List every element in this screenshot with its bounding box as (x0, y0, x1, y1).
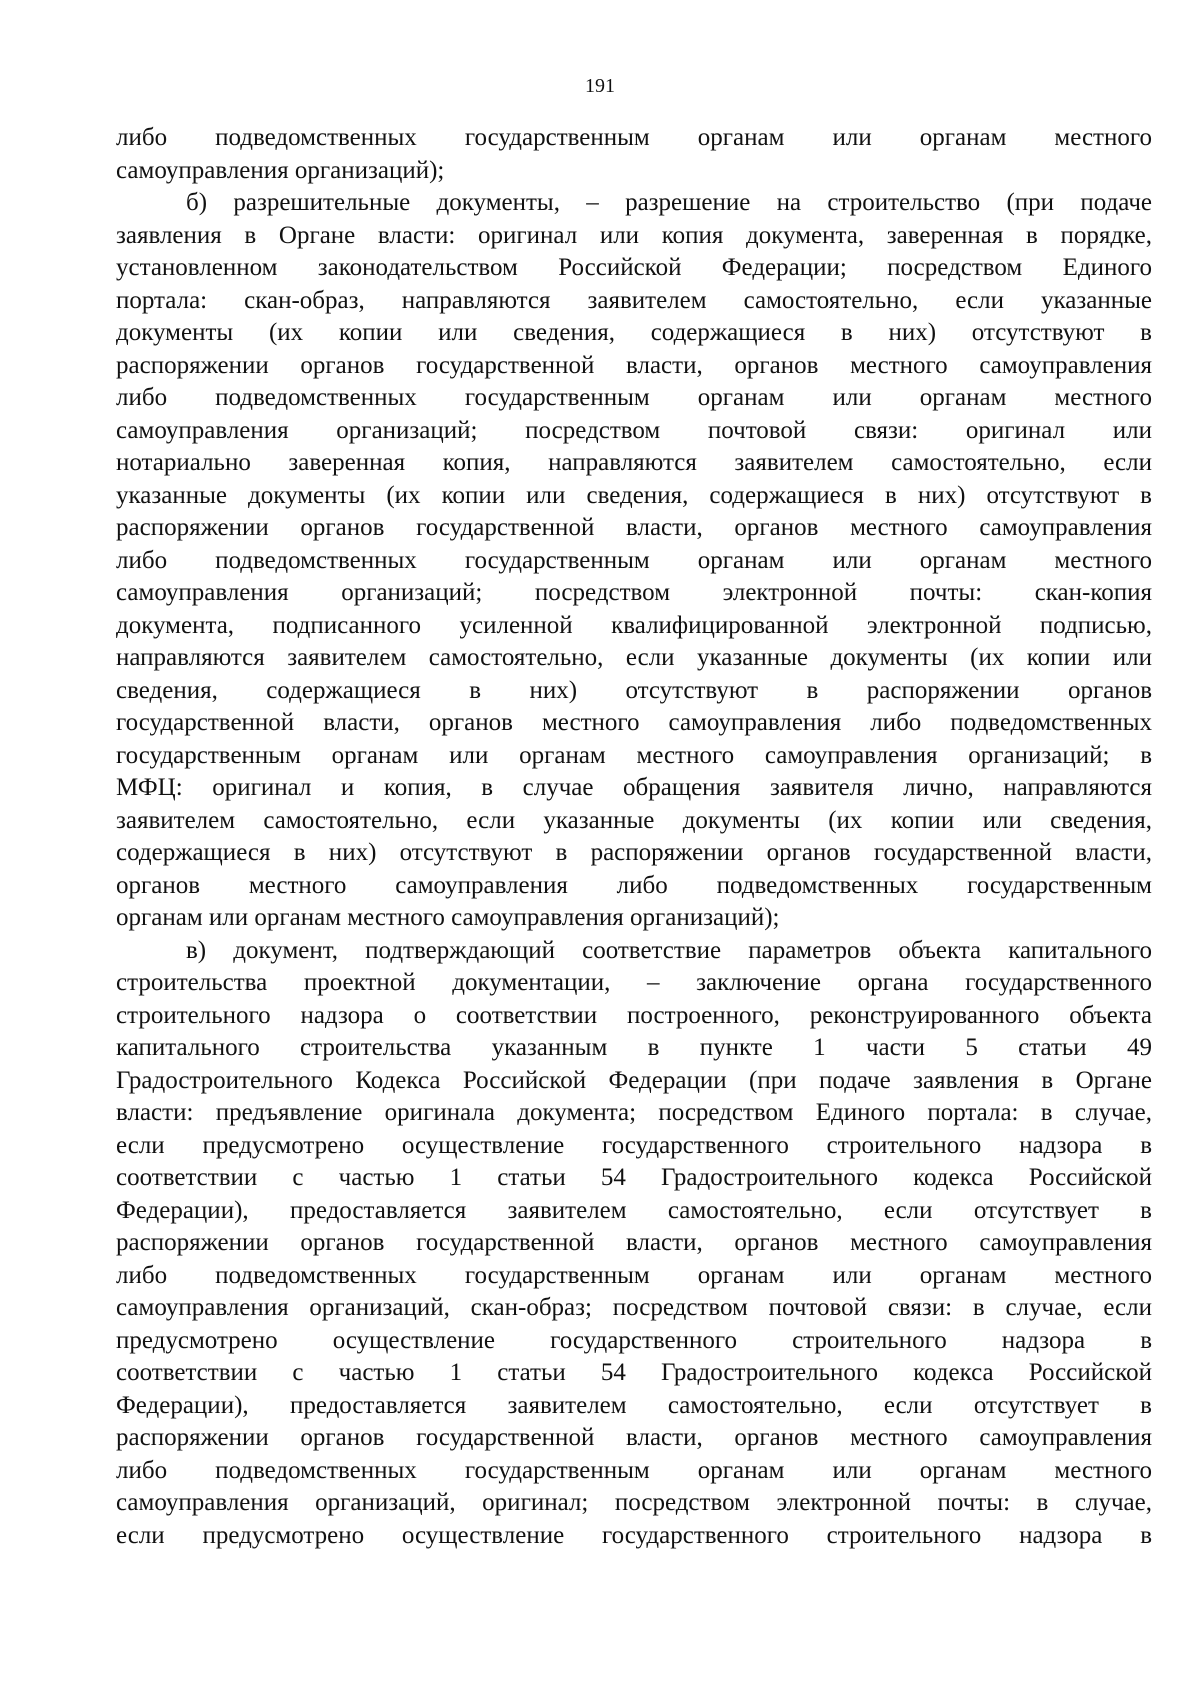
text-line: портала: скан-образ, направляются заявителем самостоятельно, если указанные (116, 286, 1152, 314)
text-line: органам или органам местного самоуправления организаций); (116, 904, 780, 931)
text-line: заявителем самостоятельно, если указанные документы (их копии или сведения, (116, 806, 1152, 834)
text-line: распоряжении органов государственной власти, органов местного самоуправления (116, 351, 1152, 379)
text-line: органов местного самоуправления либо подведомственных государственным (116, 871, 1152, 899)
text-line: либо подведомственных государственным органам или органам местного (116, 384, 1152, 411)
text-line: самоуправления организаций, скан-образ; посредством почтовой связи: в случае, если (116, 1294, 1152, 1321)
text-line: указанные документы (их копии или сведения, содержащиеся в них) отсутствуют в (116, 481, 1152, 509)
text-line: либо подведомственных государственным органам или органам местного (116, 1261, 1152, 1289)
document-body (116, 122, 1152, 1552)
text-line: самоуправления организаций; посредством почтовой связи: оригинал или (116, 416, 1152, 444)
text-line: нотариально заверенная копия, направляются заявителем самостоятельно, если (116, 449, 1152, 476)
text-line: если предусмотрено осуществление государственного строительного надзора в (116, 1521, 1152, 1549)
text-line: либо подведомственных государственным органам или органам местного (116, 124, 1152, 151)
text-line: распоряжении органов государственной власти, органов местного самоуправления (116, 1229, 1152, 1256)
text-line: Федерации), предоставляется заявителем самостоятельно, если отсутствует в (116, 1391, 1152, 1419)
text-line: капитального строительства указанным в пункте 1 части 5 статьи 49 (116, 1034, 1152, 1061)
text-line: строительства проектной документации, – заключение органа государственного (116, 969, 1152, 996)
text-line: распоряжении органов государственной власти, органов местного самоуправления (116, 514, 1152, 541)
text-line: строительного надзора о соответствии построенного, реконструированного объекта (116, 1001, 1152, 1029)
text-line: б) разрешительные документы, – разрешение на строительство (при подаче (186, 189, 1152, 216)
text-line: Федерации), предоставляется заявителем самостоятельно, если отсутствует в (116, 1196, 1152, 1224)
text-line: распоряжении органов государственной власти, органов местного самоуправления (116, 1424, 1152, 1451)
text-line: в) документ, подтверждающий соответствие параметров объекта капитального (186, 936, 1152, 964)
text-line: если предусмотрено осуществление государственного строительного надзора в (116, 1131, 1152, 1159)
text-line: заявления в Органе власти: оригинал или копия документа, заверенная в порядке, (116, 221, 1152, 249)
text-line: соответствии с частью 1 статьи 54 Градостроительного кодекса Российской (116, 1359, 1152, 1386)
text-line: документа, подписанного усиленной квалифицированной электронной подписью, (116, 611, 1152, 639)
text-line: документы (их копии или сведения, содержащиеся в них) отсутствуют в (116, 319, 1152, 346)
text-line: соответствии с частью 1 статьи 54 Градостроительного кодекса Российской (116, 1164, 1152, 1191)
text-line: Градостроительного Кодекса Российской Федерации (при подаче заявления в Органе (116, 1066, 1152, 1094)
text-line: самоуправления организаций; посредством электронной почты: скан-копия (116, 579, 1152, 606)
text-line: содержащиеся в них) отсутствуют в распоряжении органов государственной власти, (116, 839, 1152, 866)
page-number: 191 (585, 75, 615, 97)
text-line: направляются заявителем самостоятельно, если указанные документы (их копии или (116, 644, 1152, 671)
text-line: предусмотрено осуществление государственного строительного надзора в (116, 1326, 1152, 1354)
text-line: МФЦ: оригинал и копия, в случае обращения заявителя лично, направляются (116, 774, 1152, 801)
text-line: самоуправления организаций, оригинал; посредством электронной почты: в случае, (116, 1489, 1152, 1516)
text-line: либо подведомственных государственным органам или органам местного (116, 1456, 1152, 1484)
text-line: либо подведомственных государственным органам или органам местного (116, 546, 1152, 574)
text-line: самоуправления организаций); (116, 156, 445, 184)
text-line: власти: предъявление оригинала документа; посредством Единого портала: в случае, (116, 1099, 1152, 1126)
text-line: государственной власти, органов местного самоуправления либо подведомственных (116, 709, 1152, 736)
text-line: государственным органам или органам местного самоуправления организаций; в (116, 741, 1152, 769)
text-line: сведения, содержащиеся в них) отсутствуют в распоряжении органов (116, 676, 1152, 704)
text-line: установленном законодательством Российской Федерации; посредством Единого (116, 254, 1152, 281)
